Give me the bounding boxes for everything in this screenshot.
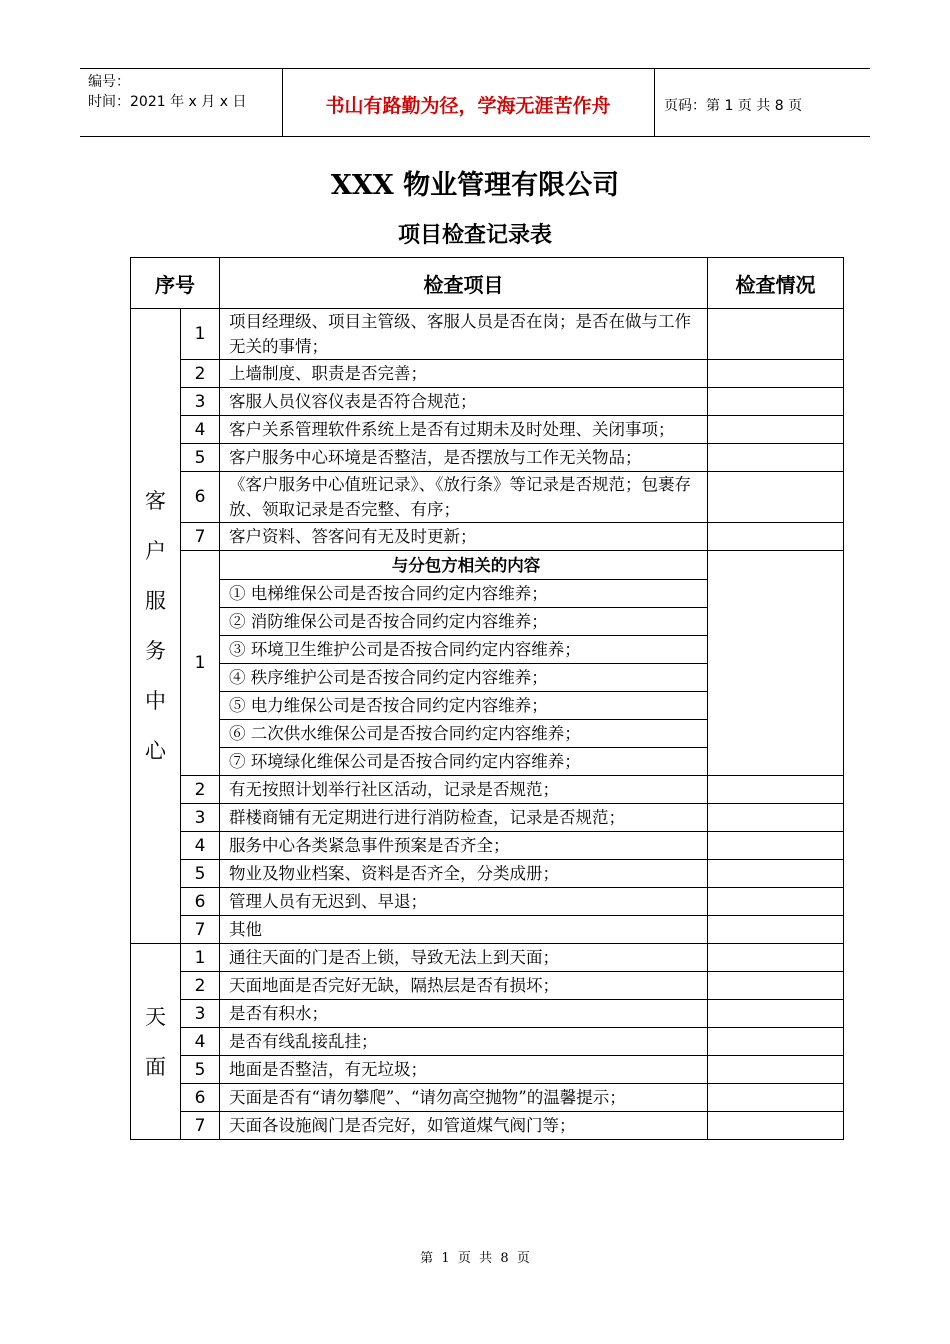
- row-item-text: 是否有线乱接乱挂；: [220, 1028, 708, 1056]
- row-number: 4: [181, 1028, 220, 1056]
- header-bottom-rule: [80, 136, 870, 137]
- document-number-label: 编号：: [88, 74, 130, 90]
- subcontract-item-text: ⑦ 环境绿化维保公司是否按合同约定内容维养；: [220, 748, 708, 776]
- row-number: 6: [181, 1084, 220, 1112]
- section-label: [131, 944, 181, 1140]
- row-item-text: 是否有积水；: [220, 1000, 708, 1028]
- header-top-rule: [80, 68, 870, 69]
- row-number: 1: [181, 551, 220, 776]
- form-title: 项目检查记录表: [397, 223, 552, 248]
- row-status-cell[interactable]: [708, 1084, 844, 1112]
- row-status-cell[interactable]: [708, 860, 844, 888]
- row-number: 7: [181, 916, 220, 944]
- row-status-cell[interactable]: [708, 1056, 844, 1084]
- table-row: [131, 1084, 844, 1112]
- row-item-text: 有无按照计划举行社区活动，记录是否规范；: [220, 776, 708, 804]
- table-row: [131, 1056, 844, 1084]
- row-status-cell[interactable]: [708, 972, 844, 1000]
- row-status-cell[interactable]: [708, 444, 844, 472]
- section-label-char: 心: [145, 739, 166, 763]
- row-status-cell[interactable]: [708, 1112, 844, 1140]
- table-row: [131, 916, 844, 944]
- document-time-label: 时间：2021 年 x 月 x 日: [88, 94, 247, 110]
- row-item-text: 《客户服务中心值班记录》、《放行条》等记录是否规范；包裹存放、领取记录是否完整、有序；: [220, 472, 708, 523]
- section-label-char: 客: [145, 489, 166, 513]
- table-row: [131, 472, 844, 523]
- row-item-text: 群楼商铺有无定期进行进行消防检查，记录是否规范；: [220, 804, 708, 832]
- section-label-char: 面: [145, 1054, 166, 1079]
- row-item-text: 其他: [220, 916, 708, 944]
- row-item-text: 天面各设施阀门是否完好，如管道煤气阀门等；: [220, 1112, 708, 1140]
- row-item-text: 物业及物业档案、资料是否齐全，分类成册；: [220, 860, 708, 888]
- table-row: [131, 416, 844, 444]
- header-seq: 序号: [131, 258, 220, 309]
- row-item-text: 客服人员仪容仪表是否符合规范；: [220, 388, 708, 416]
- row-number: 3: [181, 388, 220, 416]
- subcontract-item-text: ② 消防维保公司是否按合同约定内容维养；: [220, 608, 708, 636]
- row-number: 2: [181, 360, 220, 388]
- row-status-cell[interactable]: [708, 916, 844, 944]
- row-status-cell[interactable]: [708, 416, 844, 444]
- table-row: [131, 1112, 844, 1140]
- row-item-text: 天面是否有“请勿攀爬”、“请勿高空抛物”的温馨提示；: [220, 1084, 708, 1112]
- row-number: 6: [181, 888, 220, 916]
- row-number: 1: [181, 309, 220, 360]
- row-status-cell[interactable]: [708, 944, 844, 972]
- row-item-text: 天面地面是否完好无缺，隔热层是否有损坏；: [220, 972, 708, 1000]
- header-item: 检查项目: [220, 258, 708, 309]
- table-row: [131, 972, 844, 1000]
- table-row: [131, 832, 844, 860]
- subcontract-item-text: ⑥ 二次供水维保公司是否按合同约定内容维养；: [220, 720, 708, 748]
- subcontract-item-text: ④ 秩序维护公司是否按合同约定内容维养；: [220, 664, 708, 692]
- header-motto: 书山有路勤为径，学海无涯苦作舟: [325, 95, 611, 117]
- row-number: 2: [181, 776, 220, 804]
- row-item-text: 上墙制度、职责是否完善；: [220, 360, 708, 388]
- table-row: [131, 444, 844, 472]
- row-item-text: 管理人员有无迟到、早退；: [220, 888, 708, 916]
- row-item-text: 客户关系管理软件系统上是否有过期未及时处理、关闭事项；: [220, 416, 708, 444]
- row-number: 2: [181, 972, 220, 1000]
- header-divider-right: [654, 68, 655, 136]
- table-header-row: [131, 258, 844, 309]
- section-label-char: 务: [145, 639, 166, 663]
- section-label-char: 服: [145, 589, 166, 613]
- row-status-cell[interactable]: [708, 360, 844, 388]
- company-title: XXX 物业管理有限公司: [330, 170, 620, 201]
- row-number: 4: [181, 416, 220, 444]
- row-status-cell[interactable]: [708, 804, 844, 832]
- row-status-cell[interactable]: [708, 1028, 844, 1056]
- row-status-cell[interactable]: [708, 1000, 844, 1028]
- row-status-cell[interactable]: [708, 832, 844, 860]
- table-row: [131, 523, 844, 551]
- subcontract-heading: 与分包方相关的内容: [220, 551, 708, 580]
- table-row: [131, 309, 844, 360]
- row-item-text: 地面是否整洁，有无垃圾；: [220, 1056, 708, 1084]
- subcontract-item-text: ⑤ 电力维保公司是否按合同约定内容维养；: [220, 692, 708, 720]
- subcontract-item-text: ③ 环境卫生维护公司是否按合同约定内容维养；: [220, 636, 708, 664]
- table-row: [131, 888, 844, 916]
- row-number: 4: [181, 832, 220, 860]
- row-status-cell[interactable]: [708, 776, 844, 804]
- row-item-text: 通往天面的门是否上锁，导致无法上到天面；: [220, 944, 708, 972]
- section-label-char: 天: [145, 1004, 166, 1029]
- table-row: [131, 1028, 844, 1056]
- header-page-info: 页码：第 1 页 共 8 页: [664, 98, 803, 114]
- row-number: 5: [181, 1056, 220, 1084]
- row-number: 1: [181, 944, 220, 972]
- table-row: [131, 860, 844, 888]
- section-label: [131, 309, 181, 944]
- row-item-text: 服务中心各类紧急事件预案是否齐全；: [220, 832, 708, 860]
- subcontract-item-text: ① 电梯维保公司是否按合同约定内容维养；: [220, 580, 708, 608]
- row-status-cell[interactable]: [708, 888, 844, 916]
- row-number: 5: [181, 860, 220, 888]
- row-number: 3: [181, 1000, 220, 1028]
- row-number: 7: [181, 523, 220, 551]
- row-number: 6: [181, 472, 220, 523]
- section-label-char: 户: [145, 539, 166, 563]
- inspection-record-table: [130, 257, 844, 1140]
- row-status-cell[interactable]: [708, 551, 844, 776]
- row-status-cell[interactable]: [708, 309, 844, 360]
- row-number: 5: [181, 444, 220, 472]
- row-status-cell[interactable]: [708, 472, 844, 523]
- row-number: 3: [181, 804, 220, 832]
- table-row: [131, 1000, 844, 1028]
- row-item-text: 项目经理级、项目主管级、客服人员是否在岗；是否在做与工作无关的事情；: [220, 309, 708, 360]
- table-row: [131, 388, 844, 416]
- row-item-text: 客户服务中心环境是否整洁，是否摆放与工作无关物品；: [220, 444, 708, 472]
- table-row: [131, 360, 844, 388]
- row-number: 7: [181, 1112, 220, 1140]
- section-label-char: 中: [145, 689, 166, 713]
- header-status: 检查情况: [708, 258, 844, 309]
- subcontract-header-row: [131, 551, 844, 580]
- row-item-text: 客户资料、答客问有无及时更新；: [220, 523, 708, 551]
- table-row: [131, 804, 844, 832]
- table-row: [131, 944, 844, 972]
- table-row: [131, 776, 844, 804]
- row-status-cell[interactable]: [708, 523, 844, 551]
- page-footer: 第 1 页 共 8 页: [420, 1251, 530, 1266]
- row-status-cell[interactable]: [708, 388, 844, 416]
